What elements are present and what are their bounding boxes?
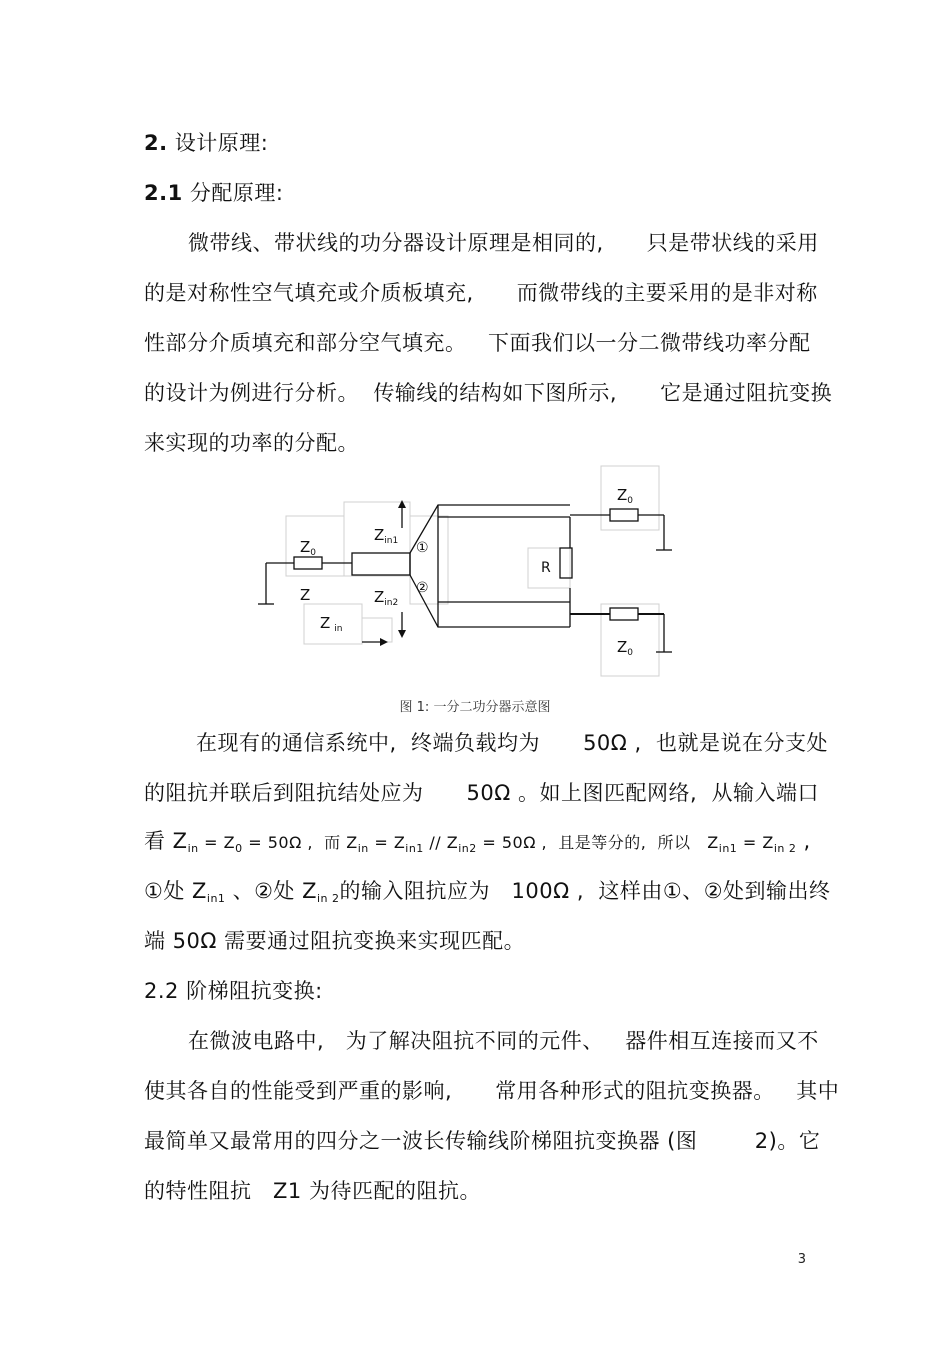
para2-line: 在现有的通信系统中, 终端负载均为 50Ω , 也就是说在分支处 [196,731,829,755]
z0-top-resistor [610,509,638,521]
figure-caption: 图 1: 一分二功分器示意图 [399,700,551,715]
para1-line: 性部分介质填充和部分空气填充。 下面我们以一分二微带线功率分配 [144,331,811,355]
z0-bottom-label: $Z_0$ [617,638,634,658]
port2-label: ② [416,580,429,596]
z0-top-label: $Z_0$ [617,486,634,506]
para3-line: 最简单又最常用的四分之一波长传输线阶梯阻抗变换器 (图 2)。它 [144,1129,821,1153]
para1-line: 微带线、带状线的功分器设计原理是相同的, 只是带状线的采用 [188,231,819,255]
zin-label: Z $_{in}$ [320,614,343,634]
figure-guide-boxes [286,466,659,676]
para2-formula-line: 看 Zin = Z0 = 50Ω , 而 Zin = Zin1 // Zin2 = 50Ω , 且是等分的, 所以 Zin1 = Zin 2 , [144,829,811,855]
heading-2: 2. 设计原理: [144,131,269,155]
para3-line: 使其各自的性能受到严重的影响, 常用各种形式的阻抗变换器。 其中 [144,1079,840,1103]
para1-line: 的设计为例进行分析。 传输线的结构如下图所示, 它是通过阻抗变换 [144,381,833,405]
para3-line: 在微波电路中, 为了解决阻抗不同的元件、 器件相互连接而又不 [188,1029,819,1053]
para1-line: 的是对称性空气填充或介质板填充, 而微带线的主要采用的是非对称 [144,281,818,305]
zin2-label: $Z_{in2}$ [374,588,399,608]
page-number: 3 [797,1252,806,1267]
heading-2-2: 2.2 阶梯阻抗变换: [144,979,323,1003]
para3-line: 的特性阻抗 Z1 为待匹配的阻抗。 [144,1179,481,1203]
z0-bottom-resistor [610,608,638,620]
para2-line: 的阻抗并联后到阻抗结处应为 50Ω 。如上图匹配网络, 从输入端口 [144,781,820,805]
zin1-label: $Z_{in1}$ [374,526,399,546]
port1-label: ① [416,540,429,556]
para2-line: 端 50Ω 需要通过阻抗变换来实现匹配。 [144,929,526,953]
input-line-box [352,553,410,575]
para1-line: 来实现的功率的分配。 [144,431,359,455]
z0-input-resistor [294,557,322,569]
z0-input-label: $Z_0$ [300,538,317,558]
heading-2-1: 2.1 分配原理: [144,181,284,205]
para2-line: ①处 Zin1 、②处 Zin 2的输入阻抗应为 100Ω , 这样由①、②处到输出终 [144,879,831,905]
r-label: R [541,560,551,576]
z-label: Z [300,586,311,604]
